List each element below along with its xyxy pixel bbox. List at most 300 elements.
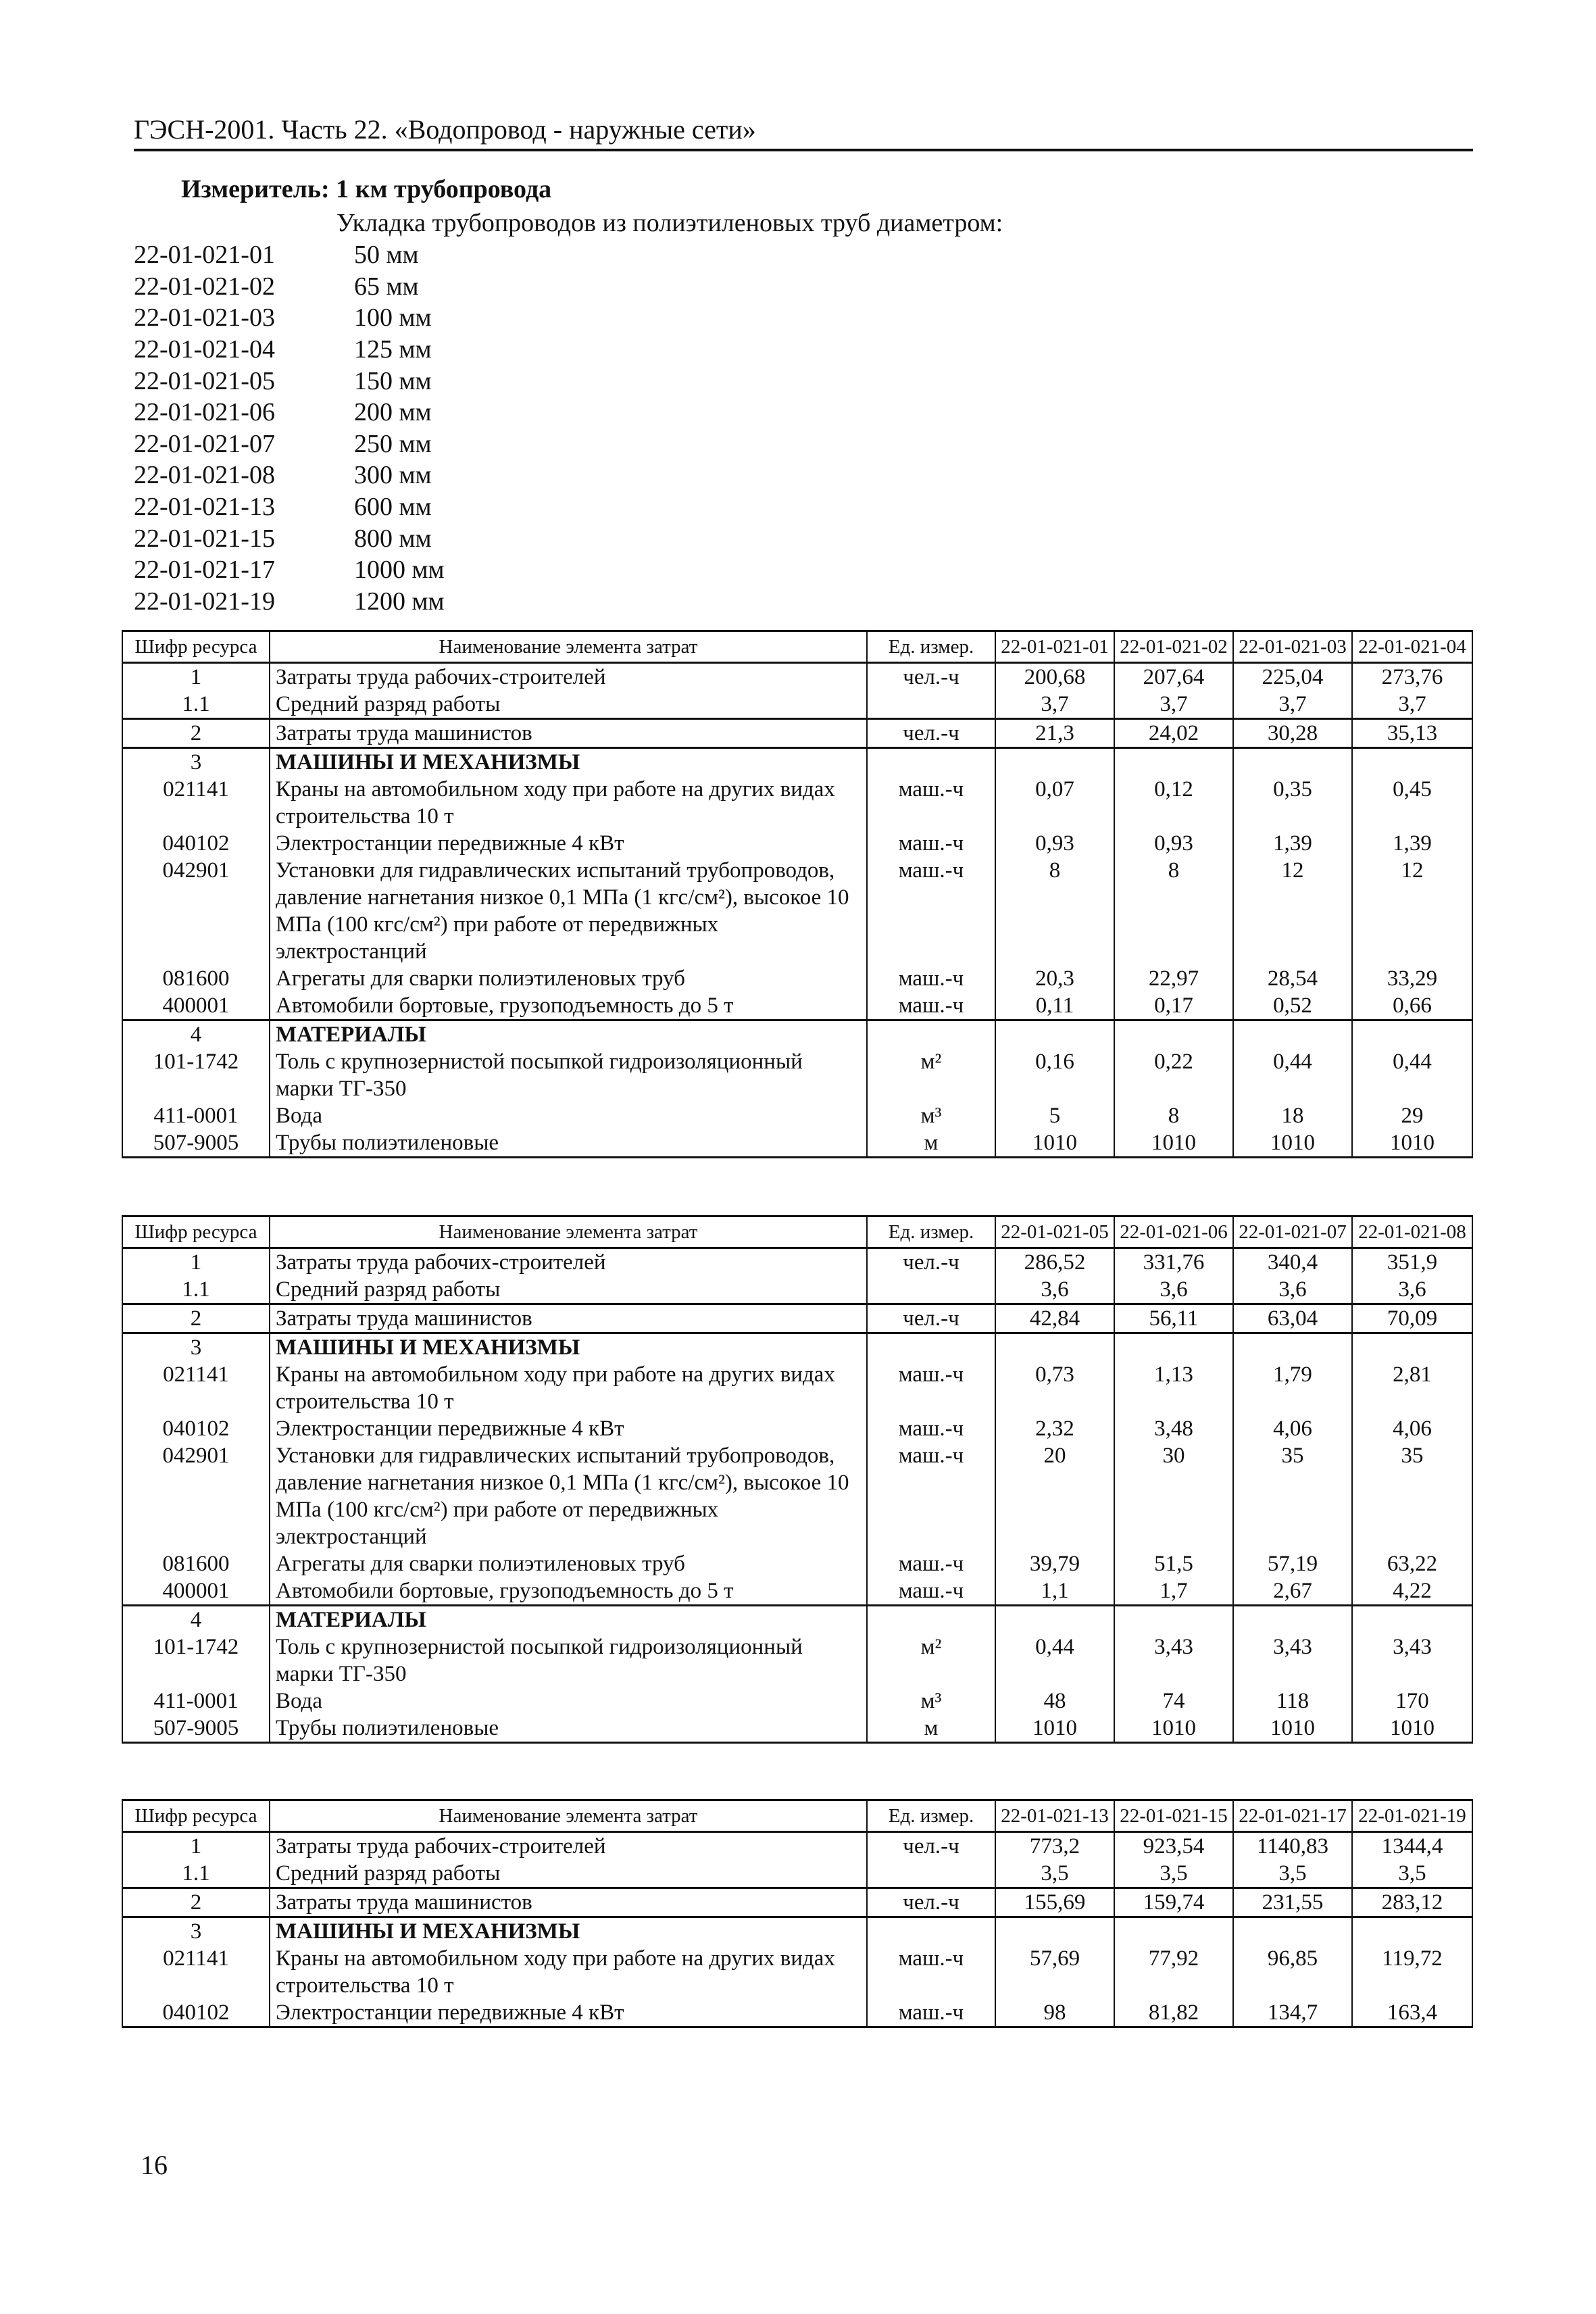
norm-value: 1010 [1233, 1129, 1352, 1158]
norm-value: 1010 [995, 1715, 1114, 1743]
code-row [134, 271, 445, 303]
resource-unit: чел.-ч [867, 1304, 995, 1333]
resource-code: 400001 [122, 1577, 270, 1606]
header-norm-column: 22-01-021-04 [1352, 631, 1472, 663]
resource-code: 081600 [122, 1550, 270, 1577]
resource-name: Автомобили бортовые, грузоподъемность до 5 т [270, 992, 867, 1020]
table-row [122, 1888, 1472, 1917]
resource-code: 040102 [122, 830, 270, 857]
resource-unit: м² [867, 1633, 995, 1688]
norm-value: 21,3 [995, 719, 1114, 748]
resource-code: 2 [122, 719, 270, 748]
header-unit: Ед. измер. [867, 1216, 995, 1248]
resource-name: Краны на автомобильном ходу при работе на других видах строительства 10 т [270, 1361, 867, 1415]
header-norm-column: 22-01-021-06 [1114, 1216, 1233, 1248]
norm-value: 1,13 [1114, 1361, 1233, 1415]
header-norm-column: 22-01-021-07 [1233, 1216, 1352, 1248]
norm-code: 22-01-021-08 [134, 461, 275, 490]
resource-code: 040102 [122, 1999, 270, 2027]
resource-name: Средний разряд работы [270, 1860, 867, 1888]
header-norm-column: 22-01-021-08 [1352, 1216, 1472, 1248]
header-norm-column: 22-01-021-01 [995, 631, 1114, 663]
code-list [134, 239, 445, 617]
resource-code: 1.1 [122, 1860, 270, 1888]
norm-value: 225,04 [1233, 663, 1352, 691]
table-row [122, 1442, 1472, 1550]
norm-value [1233, 1917, 1352, 1946]
norm-value: 3,43 [1352, 1633, 1472, 1688]
pipe-diameter: 200 мм [354, 398, 432, 427]
resource-unit: маш.-ч [867, 1361, 995, 1415]
resource-name: Электростанции передвижные 4 кВт [270, 1999, 867, 2027]
resource-code: 101-1742 [122, 1048, 270, 1102]
norm-value: 0,44 [1233, 1048, 1352, 1102]
code-row [134, 491, 445, 523]
norm-value: 1344,4 [1352, 1832, 1472, 1861]
pipe-diameter: 300 мм [354, 461, 432, 490]
resource-unit: чел.-ч [867, 1248, 995, 1277]
norm-value: 170 [1352, 1688, 1472, 1715]
norm-value: 51,5 [1114, 1550, 1233, 1577]
pipe-diameter: 1200 мм [354, 587, 445, 616]
table-row [122, 1577, 1472, 1606]
resource-code: 3 [122, 1333, 270, 1362]
norm-value: 3,5 [995, 1860, 1114, 1888]
norm-value: 74 [1114, 1688, 1233, 1715]
table-row [122, 1415, 1472, 1442]
norm-value: 134,7 [1233, 1999, 1352, 2027]
resource-name: Толь с крупнозернистой посыпкой гидроизоляционный марки ТГ-350 [270, 1633, 867, 1688]
norm-value [995, 1917, 1114, 1946]
norm-value: 63,04 [1233, 1304, 1352, 1333]
norm-value: 4,22 [1352, 1577, 1472, 1606]
resource-name: Затраты труда машинистов [270, 719, 867, 748]
resource-code: 411-0001 [122, 1688, 270, 1715]
norm-value: 3,43 [1114, 1633, 1233, 1688]
resource-unit: маш.-ч [867, 776, 995, 830]
resource-unit [867, 748, 995, 777]
norm-value: 0,22 [1114, 1048, 1233, 1102]
norm-value [995, 1333, 1114, 1362]
code-row [134, 334, 445, 366]
norm-value: 33,29 [1352, 965, 1472, 992]
norm-value [1352, 1917, 1472, 1946]
resource-name: МАШИНЫ И МЕХАНИЗМЫ [270, 1917, 867, 1946]
table-header-row [122, 631, 1472, 663]
norm-value: 2,67 [1233, 1577, 1352, 1606]
norm-value: 29 [1352, 1102, 1472, 1129]
norm-value [1352, 748, 1472, 777]
header-rule [134, 149, 1473, 151]
norm-value: 48 [995, 1688, 1114, 1715]
header-norm-column: 22-01-021-03 [1233, 631, 1352, 663]
resource-name: Затраты труда рабочих-строителей [270, 1832, 867, 1861]
norm-value: 0,52 [1233, 992, 1352, 1020]
resource-unit: маш.-ч [867, 1945, 995, 1999]
table-row [122, 1606, 1472, 1634]
page-number: 16 [141, 2150, 168, 2180]
norm-value: 3,6 [1114, 1276, 1233, 1304]
table-row [122, 1333, 1472, 1362]
norm-value: 1010 [1114, 1715, 1233, 1743]
pipe-diameter: 1000 мм [354, 556, 445, 585]
resource-name: Толь с крупнозернистой посыпкой гидроизоляционный марки ТГ-350 [270, 1048, 867, 1102]
table-row [122, 1550, 1472, 1577]
norm-value: 1010 [995, 1129, 1114, 1158]
table-row [122, 1048, 1472, 1102]
norm-value [1352, 1020, 1472, 1049]
resource-table-3 [122, 1799, 1473, 2028]
resource-code: 042901 [122, 857, 270, 965]
norm-code: 22-01-021-19 [134, 587, 275, 616]
norm-value: 12 [1233, 857, 1352, 965]
table-row [122, 1917, 1472, 1946]
resource-unit: маш.-ч [867, 1999, 995, 2027]
resource-table-1 [122, 630, 1473, 1158]
resource-unit: маш.-ч [867, 1550, 995, 1577]
resource-name: МАШИНЫ И МЕХАНИЗМЫ [270, 748, 867, 777]
norm-value [1114, 1333, 1233, 1362]
norm-value: 331,76 [1114, 1248, 1233, 1277]
norm-value: 773,2 [995, 1832, 1114, 1861]
norm-value: 3,48 [1114, 1415, 1233, 1442]
norm-value [1114, 1020, 1233, 1049]
resource-unit: маш.-ч [867, 830, 995, 857]
resource-name: Трубы полиэтиленовые [270, 1129, 867, 1158]
header-unit: Ед. измер. [867, 631, 995, 663]
resource-name: Краны на автомобильном ходу при работе на других видах строительства 10 т [270, 1945, 867, 1999]
measure-unit: Измеритель: 1 км трубопровода [181, 175, 552, 203]
resource-code: 3 [122, 1917, 270, 1946]
pipe-diameter: 800 мм [354, 524, 432, 553]
table-row [122, 1999, 1472, 2027]
code-row [134, 554, 445, 586]
norm-value: 3,7 [1352, 691, 1472, 719]
norm-value [995, 748, 1114, 777]
norm-value: 96,85 [1233, 1945, 1352, 1999]
resource-name: МАТЕРИАЛЫ [270, 1020, 867, 1049]
resource-unit [867, 1917, 995, 1946]
resource-code: 021141 [122, 776, 270, 830]
header-name: Наименование элемента затрат [270, 1800, 867, 1832]
norm-value [1114, 1917, 1233, 1946]
norm-value: 35 [1233, 1442, 1352, 1550]
pipe-diameter: 50 мм [354, 241, 419, 270]
table-row [122, 1248, 1472, 1277]
header-norm-column: 22-01-021-13 [995, 1800, 1114, 1832]
table-header-row [122, 1216, 1472, 1248]
resource-code: 021141 [122, 1945, 270, 1999]
norm-value: 35,13 [1352, 719, 1472, 748]
norm-code: 22-01-021-07 [134, 429, 275, 458]
norm-value: 57,19 [1233, 1550, 1352, 1577]
norm-value: 3,7 [1233, 691, 1352, 719]
resource-code: 411-0001 [122, 1102, 270, 1129]
resource-unit [867, 1606, 995, 1634]
resource-code: 1 [122, 1248, 270, 1277]
resource-unit: маш.-ч [867, 1415, 995, 1442]
resource-name: Вода [270, 1688, 867, 1715]
header-code: Шифр ресурса [122, 1216, 270, 1248]
table-header-row [122, 1800, 1472, 1832]
resource-code: 101-1742 [122, 1633, 270, 1688]
table-row [122, 691, 1472, 719]
resource-name: Краны на автомобильном ходу при работе на других видах строительства 10 т [270, 776, 867, 830]
norm-value: 20,3 [995, 965, 1114, 992]
norm-value: 3,7 [995, 691, 1114, 719]
table-row [122, 1860, 1472, 1888]
header-norm-column: 22-01-021-17 [1233, 1800, 1352, 1832]
norm-value: 3,5 [1233, 1860, 1352, 1888]
resource-name: Автомобили бортовые, грузоподъемность до 5 т [270, 1577, 867, 1606]
resource-code: 042901 [122, 1442, 270, 1550]
resource-code: 1.1 [122, 1276, 270, 1304]
norm-value: 273,76 [1352, 663, 1472, 691]
norm-value: 163,4 [1352, 1999, 1472, 2027]
table-row [122, 992, 1472, 1020]
table-row [122, 1129, 1472, 1158]
resource-code: 507-9005 [122, 1129, 270, 1158]
pipe-diameter: 250 мм [354, 429, 432, 458]
norm-value [995, 1606, 1114, 1634]
norm-value: 39,79 [995, 1550, 1114, 1577]
norm-value: 1010 [1352, 1715, 1472, 1743]
header-norm-column: 22-01-021-15 [1114, 1800, 1233, 1832]
norm-value: 3,6 [1233, 1276, 1352, 1304]
norm-value: 28,54 [1233, 965, 1352, 992]
code-row [134, 365, 445, 397]
norm-code: 22-01-021-01 [134, 241, 275, 270]
norm-value: 30,28 [1233, 719, 1352, 748]
norm-value [1114, 1606, 1233, 1634]
norm-value: 0,93 [995, 830, 1114, 857]
code-row [134, 460, 445, 491]
norm-value: 3,7 [1114, 691, 1233, 719]
resource-name: Средний разряд работы [270, 691, 867, 719]
resource-unit: чел.-ч [867, 719, 995, 748]
norm-value: 0,07 [995, 776, 1114, 830]
norm-value: 1010 [1114, 1129, 1233, 1158]
resource-unit: м³ [867, 1688, 995, 1715]
norm-value: 2,81 [1352, 1361, 1472, 1415]
norm-value: 119,72 [1352, 1945, 1472, 1999]
norm-value: 3,6 [1352, 1276, 1472, 1304]
table-row [122, 663, 1472, 691]
norm-value: 1,39 [1352, 830, 1472, 857]
resource-code: 1.1 [122, 691, 270, 719]
resource-table-2 [122, 1215, 1473, 1744]
norm-value: 24,02 [1114, 719, 1233, 748]
norm-value: 3,6 [995, 1276, 1114, 1304]
norm-value: 8 [1114, 1102, 1233, 1129]
table-row [122, 1020, 1472, 1049]
resource-name: Затраты труда рабочих-строителей [270, 1248, 867, 1277]
resource-unit [867, 1860, 995, 1888]
resource-unit [867, 691, 995, 719]
norm-code: 22-01-021-03 [134, 303, 275, 333]
norm-value: 98 [995, 1999, 1114, 2027]
norm-code: 22-01-021-04 [134, 335, 275, 364]
pipe-diameter: 100 мм [354, 303, 432, 333]
table-row [122, 965, 1472, 992]
table-row [122, 857, 1472, 965]
resource-code: 507-9005 [122, 1715, 270, 1743]
norm-value: 200,68 [995, 663, 1114, 691]
norm-value: 0,11 [995, 992, 1114, 1020]
table-row [122, 1633, 1472, 1688]
resource-code: 4 [122, 1020, 270, 1049]
table-row [122, 1715, 1472, 1743]
header-unit: Ед. измер. [867, 1800, 995, 1832]
code-row [134, 397, 445, 428]
norm-value: 12 [1352, 857, 1472, 965]
resource-code: 400001 [122, 992, 270, 1020]
norm-value: 3,5 [1114, 1860, 1233, 1888]
resource-code: 081600 [122, 965, 270, 992]
norm-value: 0,45 [1352, 776, 1472, 830]
norm-value: 56,11 [1114, 1304, 1233, 1333]
table-row [122, 1361, 1472, 1415]
norm-value: 42,84 [995, 1304, 1114, 1333]
norm-value: 0,12 [1114, 776, 1233, 830]
norm-value: 283,12 [1352, 1888, 1472, 1917]
resource-code: 2 [122, 1304, 270, 1333]
norm-value: 3,43 [1233, 1633, 1352, 1688]
norm-value [1114, 748, 1233, 777]
table-row [122, 1832, 1472, 1861]
header-code: Шифр ресурса [122, 631, 270, 663]
norm-value: 159,74 [1114, 1888, 1233, 1917]
norm-value: 286,52 [995, 1248, 1114, 1277]
resource-unit: м [867, 1715, 995, 1743]
resource-unit: чел.-ч [867, 1888, 995, 1917]
norm-value: 4,06 [1352, 1415, 1472, 1442]
norm-value: 20 [995, 1442, 1114, 1550]
resource-name: Агрегаты для сварки полиэтиленовых труб [270, 965, 867, 992]
norm-value: 340,4 [1233, 1248, 1352, 1277]
norm-value [1352, 1333, 1472, 1362]
norm-value: 1,7 [1114, 1577, 1233, 1606]
resource-unit: чел.-ч [867, 663, 995, 691]
resource-unit [867, 1276, 995, 1304]
norm-value: 351,9 [1352, 1248, 1472, 1277]
table-row [122, 1688, 1472, 1715]
resource-code: 1 [122, 663, 270, 691]
norm-value: 1010 [1352, 1129, 1472, 1158]
norm-value: 81,82 [1114, 1999, 1233, 2027]
norm-code: 22-01-021-13 [134, 493, 275, 522]
norm-value: 0,66 [1352, 992, 1472, 1020]
norm-code: 22-01-021-02 [134, 272, 275, 301]
resource-unit: маш.-ч [867, 857, 995, 965]
header-name: Наименование элемента затрат [270, 631, 867, 663]
code-row [134, 302, 445, 334]
norm-value: 8 [995, 857, 1114, 965]
resource-code: 2 [122, 1888, 270, 1917]
norm-code: 22-01-021-17 [134, 556, 275, 585]
norm-value: 1,39 [1233, 830, 1352, 857]
pipe-diameter: 600 мм [354, 493, 432, 522]
norm-code: 22-01-021-15 [134, 524, 275, 553]
norm-value: 0,73 [995, 1361, 1114, 1415]
norm-value: 5 [995, 1102, 1114, 1129]
table-row [122, 748, 1472, 777]
norm-value: 155,69 [995, 1888, 1114, 1917]
resource-unit: маш.-ч [867, 1442, 995, 1550]
norm-value: 0,44 [995, 1633, 1114, 1688]
norm-value: 118 [1233, 1688, 1352, 1715]
header-name: Наименование элемента затрат [270, 1216, 867, 1248]
resource-unit: чел.-ч [867, 1832, 995, 1861]
resource-name: МАШИНЫ И МЕХАНИЗМЫ [270, 1333, 867, 1362]
norm-value: 1,1 [995, 1577, 1114, 1606]
resource-name: Электростанции передвижные 4 кВт [270, 1415, 867, 1442]
norm-value: 0,93 [1114, 830, 1233, 857]
resource-name: Затраты труда машинистов [270, 1888, 867, 1917]
resource-name: Затраты труда рабочих-строителей [270, 663, 867, 691]
table-row [122, 1304, 1472, 1333]
page-header: ГЭСН-2001. Часть 22. «Водопровод - наружные сети» [134, 114, 756, 145]
norm-value: 1,79 [1233, 1361, 1352, 1415]
code-row [134, 586, 445, 618]
resource-name: Средний разряд работы [270, 1276, 867, 1304]
header-norm-column: 22-01-021-02 [1114, 631, 1233, 663]
resource-code: 3 [122, 748, 270, 777]
table-row [122, 1945, 1472, 1999]
resource-name: Затраты труда машинистов [270, 1304, 867, 1333]
table-row [122, 1102, 1472, 1129]
resource-name: Трубы полиэтиленовые [270, 1715, 867, 1743]
pipe-diameter: 150 мм [354, 366, 432, 395]
norm-value: 2,32 [995, 1415, 1114, 1442]
norm-value [1233, 1020, 1352, 1049]
norm-value: 207,64 [1114, 663, 1233, 691]
resource-name: МАТЕРИАЛЫ [270, 1606, 867, 1634]
norm-value [1233, 1606, 1352, 1634]
norm-value: 231,55 [1233, 1888, 1352, 1917]
norm-code: 22-01-021-05 [134, 366, 275, 395]
header-norm-column: 22-01-021-05 [995, 1216, 1114, 1248]
norm-value: 22,97 [1114, 965, 1233, 992]
resource-unit: м [867, 1129, 995, 1158]
norm-value: 0,17 [1114, 992, 1233, 1020]
resource-unit [867, 1333, 995, 1362]
table-row [122, 719, 1472, 748]
resource-unit: м³ [867, 1102, 995, 1129]
resource-name: Вода [270, 1102, 867, 1129]
norm-value: 63,22 [1352, 1550, 1472, 1577]
norm-value: 0,16 [995, 1048, 1114, 1102]
resource-code: 4 [122, 1606, 270, 1634]
resource-name: Агрегаты для сварки полиэтиленовых труб [270, 1550, 867, 1577]
resource-name: Установки для гидравлических испытаний трубопроводов, давление нагнетания низкое 0,1 МПа (1 кгс/см²), высокое 10 МПа (100 кгс/см²) при работе от передвижных электростанций [270, 857, 867, 965]
resource-code: 021141 [122, 1361, 270, 1415]
resource-unit: маш.-ч [867, 1577, 995, 1606]
work-title: Укладка трубопроводов из полиэтиленовых труб диаметром: [336, 209, 1003, 237]
norm-value: 0,35 [1233, 776, 1352, 830]
norm-value [1352, 1606, 1472, 1634]
code-row [134, 428, 445, 460]
resource-unit [867, 1020, 995, 1049]
table-row [122, 830, 1472, 857]
norm-value: 35 [1352, 1442, 1472, 1550]
header-code: Шифр ресурса [122, 1800, 270, 1832]
norm-value: 923,54 [1114, 1832, 1233, 1861]
resource-unit: м² [867, 1048, 995, 1102]
code-row [134, 239, 445, 271]
norm-value: 8 [1114, 857, 1233, 965]
norm-value: 70,09 [1352, 1304, 1472, 1333]
